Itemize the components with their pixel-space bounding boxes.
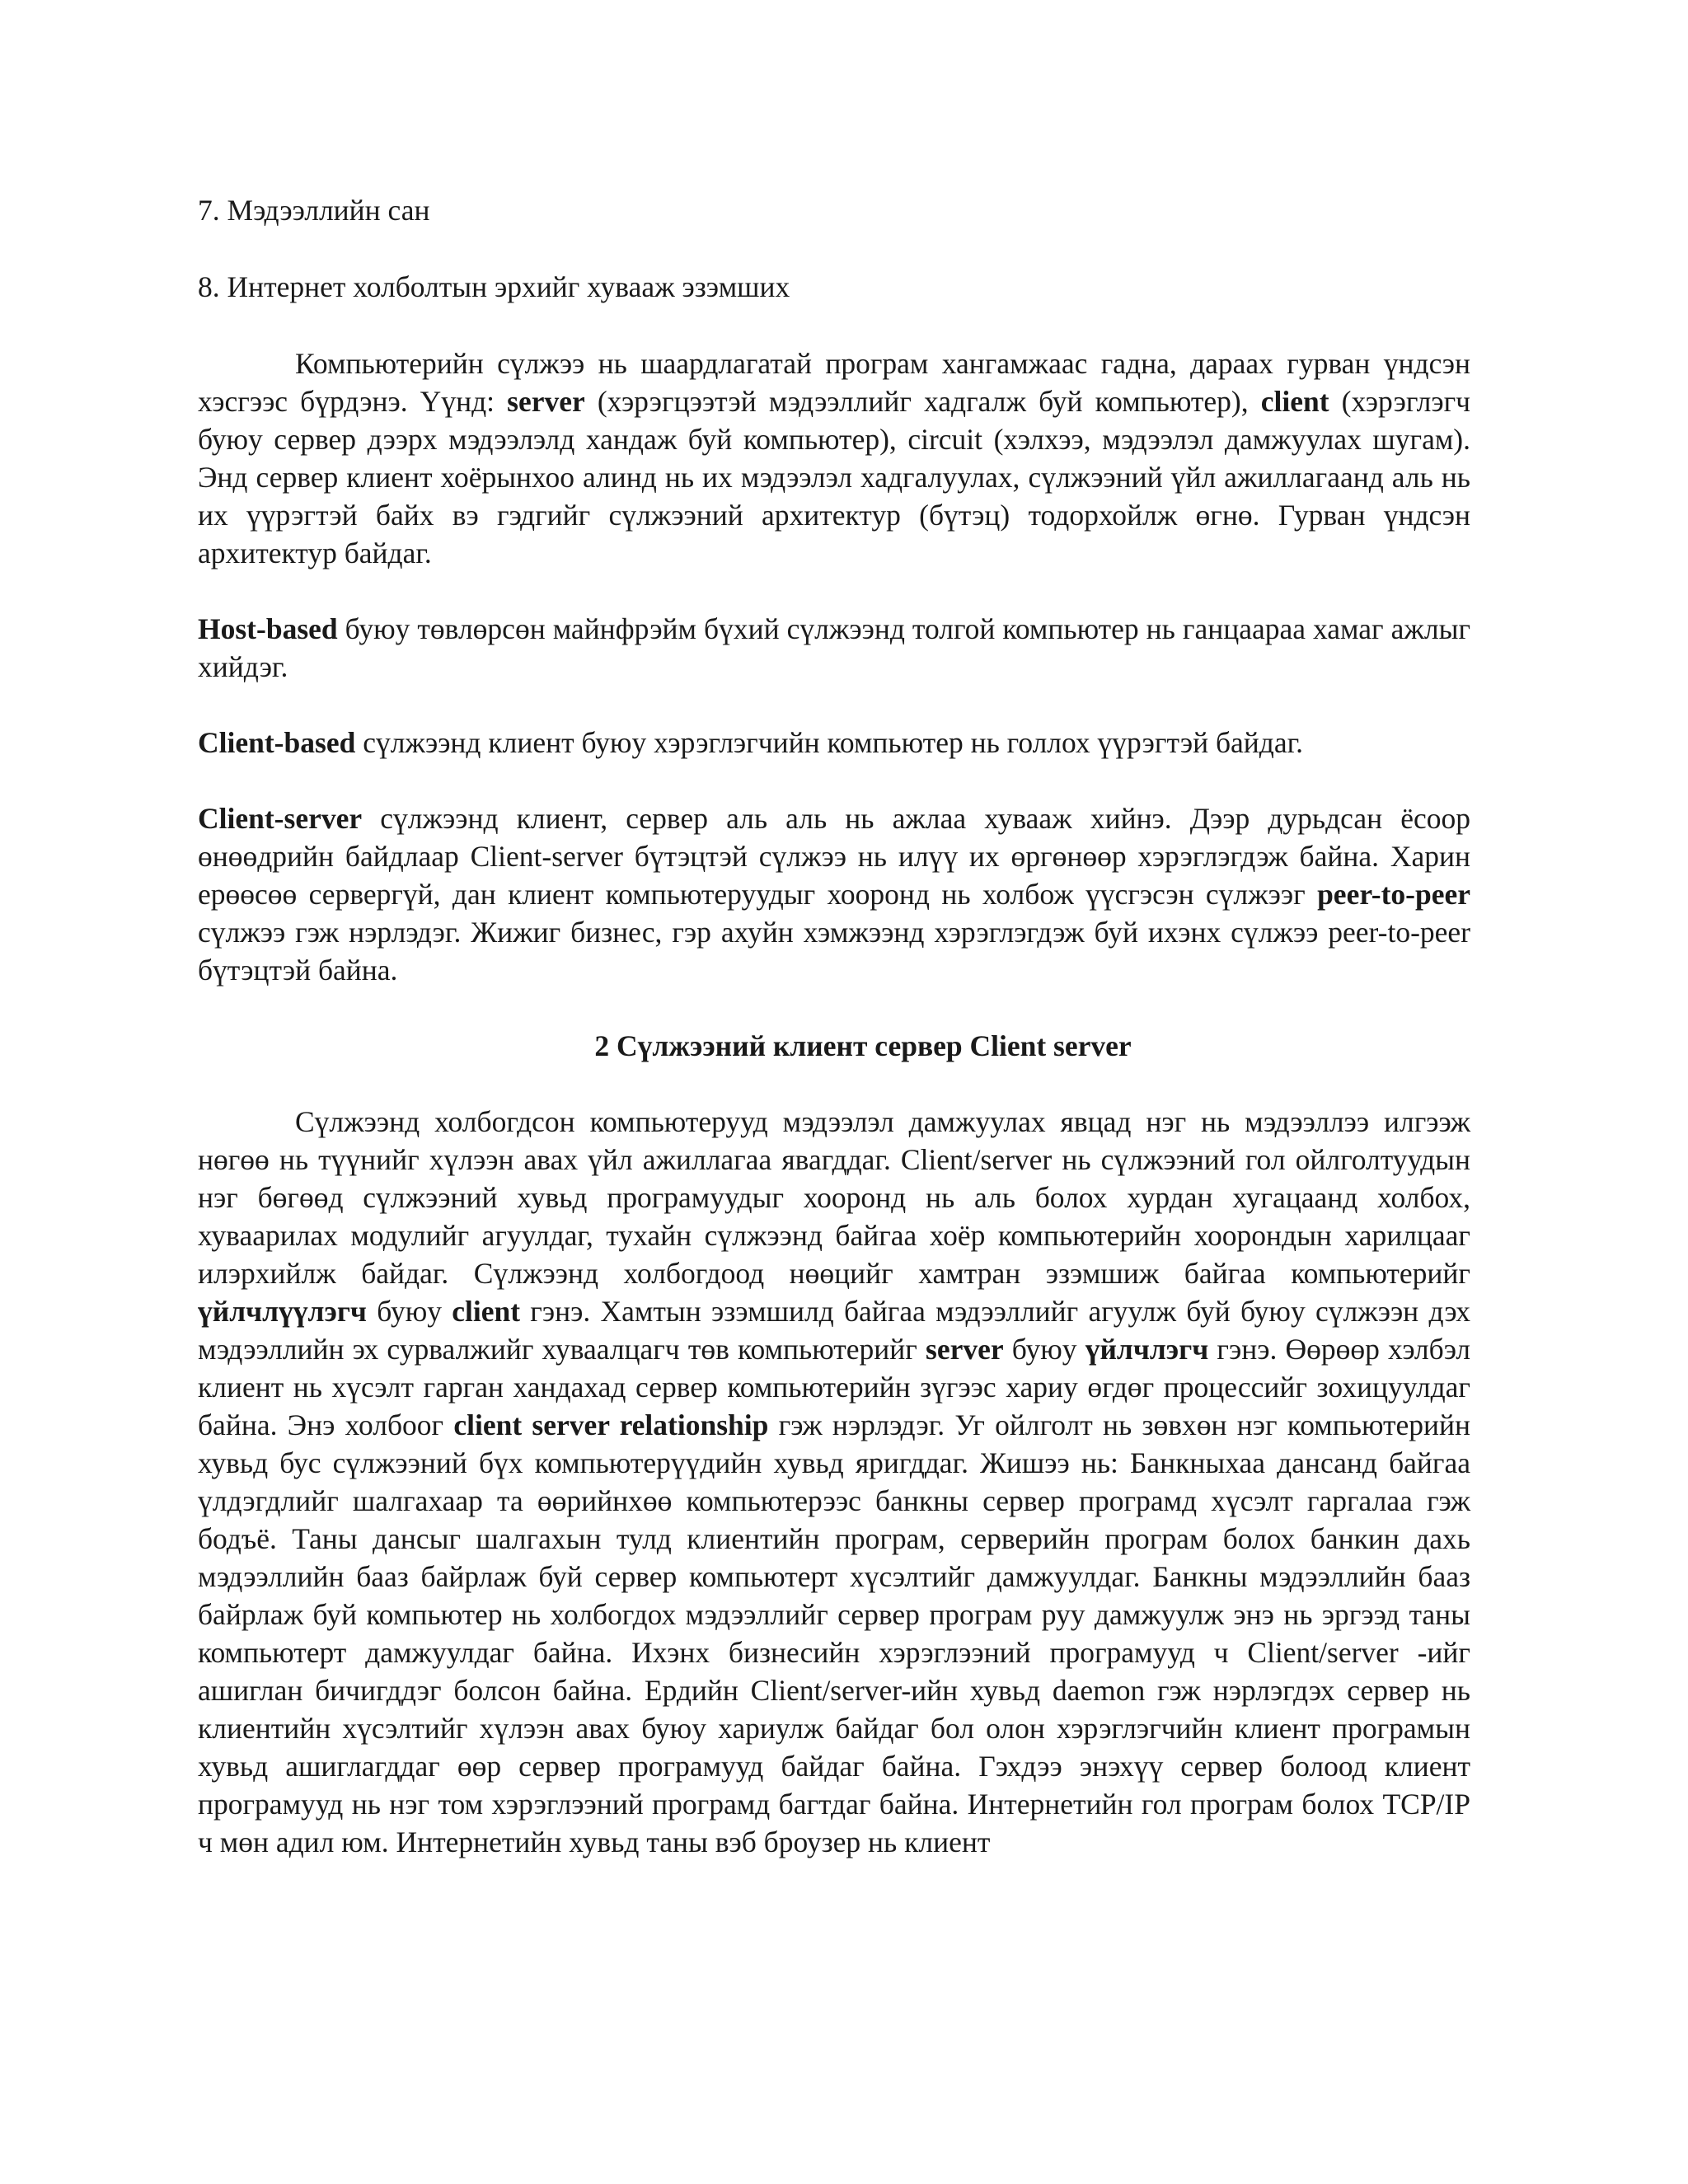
client-server-text-1: сүлжээнд клиент, сервер аль аль нь ажлаа хуваaж хийнэ. Дээр дурьдсан ёсоор өнөөдрийн байдлаар Client-server бүтэцтэй сүлжээ нь илүү их өргөнөөр хэрэглэгдэж байна. Харин ерөөсөө сервергүй, дан клиент компьютеруудыг хооронд нь холбож үүсгэсэн сүлжээг — [198, 802, 1470, 911]
main-bold-2: client — [452, 1295, 521, 1328]
intro-text-3: (хэрэглэгч буюу сервер дээрх мэдээлэлд хандаж буй компьютер), circuit (хэлхээ, мэдээлэл дамжуулах шугам). Энд сервер клиент хоёрынхоо алинд нь их мэдээлэл хадгалуулах, сүлжээний үйл ажиллагаанд аль нь их үүрэгтэй байх вэ гэдгийг сүлжээний архитектур (бүтэц) тодорхойлж өгнө. Гурван үндсэн архитектур байдаг. — [198, 385, 1470, 569]
intro-text-1: Компьютерийн сүлжээ нь шаардлагатай програм хангамжаас гадна, дараах гурван үндсэн хэсгээс бүрдэнэ. Үүнд: — [198, 347, 1470, 418]
main-text-4: буюу — [1003, 1333, 1085, 1366]
client-based-paragraph — [198, 724, 1470, 762]
peer-to-peer-term: peer-to-peer — [1317, 878, 1470, 911]
main-text-5: гэнэ. Өөрөөр хэлбэл клиент нь хүсэлт гарган хандахад сервер компьютерийн зүгээс хариу өгдөг процессийг зохицуулдаг байна. Энэ холбоог — [198, 1333, 1471, 1441]
main-bold-1: үйлчлүүлэгч — [198, 1295, 367, 1328]
main-text-6: гэж нэрлэдэг. Уг ойлголт нь зөвхөн нэг компьютерийн хувьд бус сүлжээний бүх компьютерүүдийн хувьд яригддаг. Жишээ нь: Банкныхаа дансанд байгаа үлдэгдлийг шалгахаар та өөрийнхөө компьютерээс банкны сервер програмд хүсэлт гаргалаа гэж бодъё. Таны дансыг шалгахын тулд клиентийн програм, серверийн програм болох банкин дахь мэдээллийн бааз байрлаж буй сервер компьютерт хүсэлтийг дамжуулдаг. Банкны мэдээллийн бааз байрлаж буй компьютер нь холбогдох мэдээллийг сервер програм руу дамжуулж энэ нь эргээд таны компьютерт дамжуулдаг байна. Ихэнх бизнесийн хэрэглээний програмууд ч Client/server -ийг ашиглан бичигддэг болсон байна. Ердийн Client/server-ийн хувьд daemon гэж нэрлэгдэх сервер нь клиентийн хүсэлтийг хүлээн авах буюу хариулж байдаг бол олон хэрэглэгчийн клиент програмын хувьд ашиглагддаг өөр сервер програмууд байдаг байна. Гэхдээ энэхүү сервер болоод клиент програмууд нь нэг том хэрэглээний програмд багтдаг байна. Интернетийн гол програм болох TCP/IP ч мөн адил юм. Интернетийн хувьд таны вэб броузер нь клиент — [198, 1408, 1471, 1858]
list-item-7: 7. Мэдээллийн сан — [198, 194, 430, 227]
main-text-1: Сүлжээнд холбогдсон компьютерууд мэдээлэл дамжуулах явцад нэг нь мэдээллээ илгээж нөгөө нь түүнийг хүлээн авах үйл ажиллагаа явагддаг. Client/server нь сүлжээний гол ойлголтуудын нэг бөгөөд сүлжээний хувьд програмуудыг хооронд нь аль болох хурдан хугацаанд холбох, хуваарилах модулийг агуулдаг, тухайн сүлжээнд байгаа хоёр компьютерийн хоорондын харилцааг илэрхийлж байдаг. Сүлжээнд холбогдоод нөөцийг хамтран эзэмшиж байгаа компьютерийг — [198, 1105, 1470, 1290]
host-based-term: Host-based — [198, 612, 338, 645]
client-server-term: Client-server — [198, 802, 363, 835]
server-term: server — [507, 385, 585, 418]
host-based-paragraph — [198, 610, 1470, 686]
client-server-paragraph — [198, 799, 1470, 989]
host-based-text: буюу төвлөрсөн майнфрэйм бүхий сүлжээнд толгой компьютер нь ганцаараа хамаг ажлыг хийдэг. — [198, 612, 1470, 683]
client-term: client — [1260, 385, 1329, 418]
main-paragraph — [198, 1103, 1470, 1861]
document-page — [198, 191, 1470, 1899]
main-text-2: буюу — [366, 1295, 452, 1328]
intro-paragraph — [198, 344, 1470, 572]
main-bold-4: үйлчлэгч — [1085, 1333, 1209, 1366]
main-bold-3: server — [926, 1333, 1004, 1366]
client-based-term: Client-based — [198, 726, 356, 759]
main-bold-5: client server relationship — [453, 1408, 769, 1441]
main-text-3: гэнэ. Хамтын эзэмшилд байгаа мэдээллийг агуулж буй буюу сүлжээн дэх мэдээллийн эх сурвалжийг хуваалцагч төв компьютерийг — [198, 1295, 1470, 1366]
client-server-text-2: сүлжээ гэж нэрлэдэг. Жижиг бизнес, гэр ахуйн хэмжээнд хэрэглэгдэж буй ихэнх сүлжээ peer-to-peer бүтэцтэй байна. — [198, 916, 1470, 987]
client-based-text: сүлжээнд клиент буюу хэрэглэгчийн компьютер нь голлох үүрэгтэй байдаг. — [355, 726, 1304, 759]
section-heading: 2 Сүлжээний клиент сервер Client server — [594, 1029, 1132, 1062]
list-item-8: 8. Интернет холболтын эрхийг хуваaж эзэмших — [198, 270, 790, 303]
intro-text-2: (хэрэгцээтэй мэдээллийг хадгалж буй компьютер), — [584, 385, 1261, 418]
